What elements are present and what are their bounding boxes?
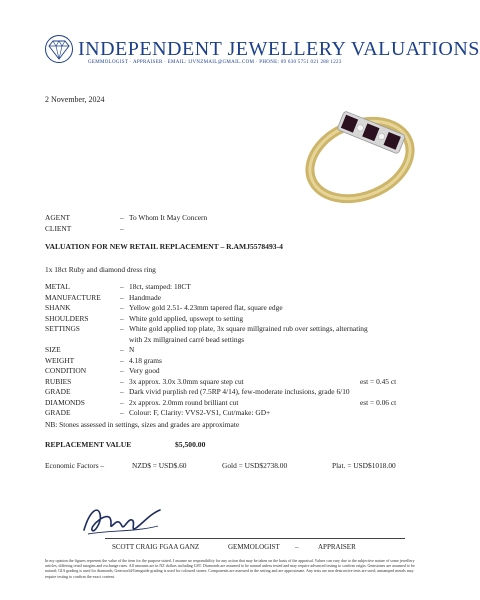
spec-estimate-rubies: est = 0.45 ct [360,376,397,386]
client-dash: – [120,224,124,233]
spec-label-settings: SETTINGS [45,324,80,333]
client-label: CLIENT [45,224,72,233]
spec-value-settings: White gold applied top plate, 3x square millgrained rub over settings, alternating [129,324,368,333]
spec-value-settings-continued: with 2x millgrained carré bead settings [129,334,245,344]
spec-value-diamonds: 2x approx. 2.0mm round brilliant cut [129,397,239,407]
spec-value-ruby-grade: Dark vivid purplish red (7.5RP 4/14), few-moderate inclusions, grade 6/10 [129,387,350,396]
replacement-value-amount: $5,500.00 [175,440,206,449]
spec-value-manufacture: Handmade [129,292,162,302]
economic-factors-label: Economic Factors – [45,461,105,470]
spec-label-rubies: RUBIES [45,376,72,386]
spec-value-diamond-grade: Colour: F, Clarity: VVS2-VS1, Cut/make: GD+ [129,408,271,417]
ring-photo [300,98,415,208]
spec-estimate-diamonds: est = 0.06 ct [360,397,397,407]
spec-label-shoulders: SHOULDERS [45,313,89,323]
spec-dash: – [120,366,124,375]
valuation-title: VALUATION FOR NEW RETAIL REPLACEMENT – R.AMJ5578493-4 [45,242,283,251]
spec-value-size: N [129,345,135,354]
signature-line [105,538,405,539]
spec-label-ruby-grade: GRADE [45,387,71,396]
agent-label: AGENT [45,213,71,222]
spec-value-weight: 4.18 grams [129,355,162,365]
diamond-logo-icon [44,34,74,64]
spec-value-shank: Yellow gold 2.51- 4.23mm tapered flat, square edge [129,303,283,312]
signer-name: SCOTT CRAIG FGAA GANZ [112,543,200,551]
gold-price: Gold = USD$2738.00 [222,461,288,470]
brand-name: INDEPENDENT JEWELLERY VALUATIONS [78,38,480,60]
spec-label-shank: SHANK [45,303,71,312]
replacement-value-label: REPLACEMENT VALUE [45,440,132,449]
spec-label-diamond-grade: GRADE [45,408,71,417]
spec-dash: – [120,387,124,396]
spec-value-rubies: 3x approx. 3.0x 3.0mm square step cut [129,376,244,386]
spec-label-weight: WEIGHT [45,355,75,365]
spec-dash: – [120,303,124,312]
spec-dash: – [120,313,124,323]
exchange-rate: NZD$ = USD$.60 [132,461,187,470]
spec-label-diamonds: DIAMONDS [45,397,85,407]
spec-label-size: SIZE [45,345,61,354]
spec-label-metal: METAL [45,282,70,291]
brand-contact-line: GEMMOLOGIST · APPRAISER · EMAIL: IJVNZMAIL@GMAIL.COM · PHONE: 09 630 5751 021 288 1223 [88,60,342,65]
spec-dash: – [120,282,124,291]
signer-role-appraiser: APPRAISER [318,543,356,551]
spec-value-shoulders: White gold applied, upswept to setting [129,313,244,323]
spec-dash: – [120,408,124,417]
agent-dash: – [120,213,124,222]
item-description: 1x 18ct Ruby and diamond dress ring [45,265,156,274]
spec-dash: – [120,345,124,354]
spec-label-condition: CONDITION [45,366,87,375]
spec-dash: – [120,376,124,386]
spec-dash: – [120,355,124,365]
spec-dash: – [120,292,124,302]
platinum-price: Plat. = USD$1018.00 [332,461,396,470]
disclaimer-fine-print: In my opinion the figures represent the value of the item for the purpose stated. I assume no responsibility for any action that may be taken on the basis of the appraisal. Values can vary due to the subjective nature of some jewellery articles, differing retail margins and exchange rates. All amounts are in NZ dollars including GST. Diamonds are assumed to be natural unless tested and may require advanced testing to confirm origin. Gemstones are assumed to be natural; GIA grading is used for diamonds, Gemworld/Gemguide grading is used for coloured stones. Components are assessed in the setting and are approximate. Any tests are non destructive tests are used; unstamped metals may require testing to confirm the exact content. [45,558,415,579]
agent-value: To Whom It May Concern [129,213,208,222]
signature-image [80,500,165,540]
spec-value-condition: Very good [129,366,160,375]
spec-value-metal: 18ct, stamped: 18CT [129,282,191,291]
spec-dash: – [120,397,124,407]
signer-role-gemmologist: GEMMOLOGIST [228,543,280,551]
document-date: 2 November, 2024 [45,95,105,104]
spec-dash: – [120,324,124,333]
stones-note: NB: Stones assessed in settings, sizes and grades are approximate [45,420,240,429]
signer-role-separator: – [295,543,299,551]
spec-label-manufacture: MANUFACTURE [45,292,101,302]
